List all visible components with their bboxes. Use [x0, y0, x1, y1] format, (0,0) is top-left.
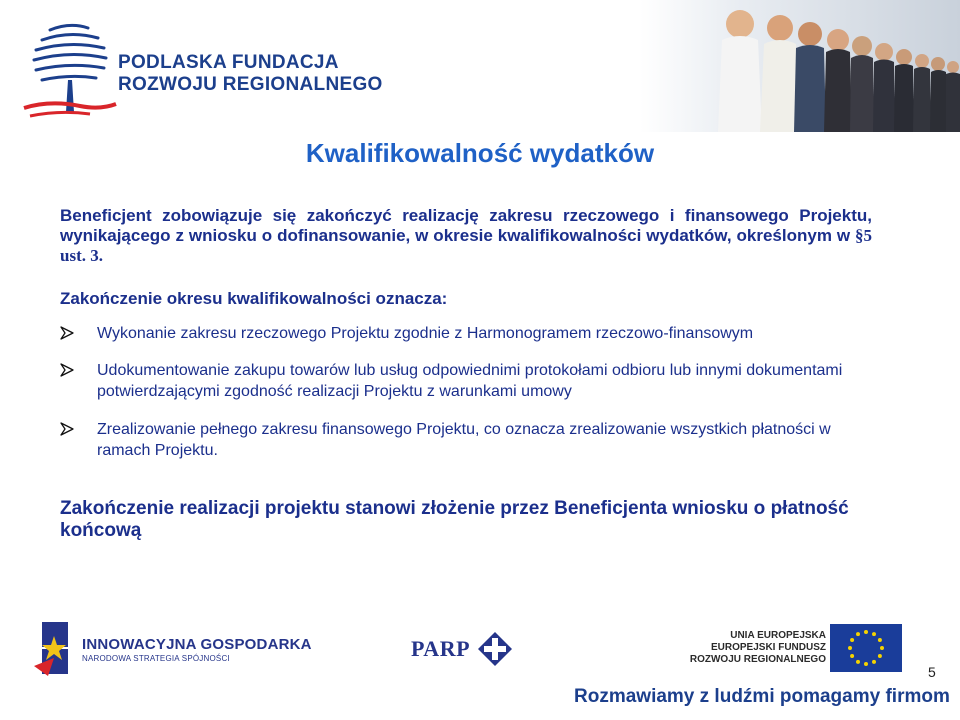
slide-title: Kwalifikowalność wydatków	[305, 138, 655, 168]
bullet-item	[60, 419, 880, 461]
conclusion: Zakończenie realizacji projektu stanowi złożenie przez Beneficjenta wniosku o płatność końcową	[60, 498, 849, 541]
bullet-text: Wykonanie zakresu rzeczowego Projektu zgodnie z Harmonogramem rzeczowo-finansowym	[97, 325, 754, 342]
eu-line3: ROZWOJU REGIONALNEGO	[689, 654, 826, 665]
arrow-bullet-icon	[60, 326, 74, 340]
org-name-line1: PODLASKA FUNDACJA	[118, 52, 339, 73]
parp-logo-text: PARP	[411, 636, 471, 661]
subheading: Zakończenie okresu kwalifikowalności oznacza:	[60, 289, 448, 308]
innovation-star-icon	[34, 618, 76, 678]
eu-line2: EUROPEJSKI FUNDUSZ	[710, 642, 826, 653]
page-number: 5	[928, 664, 936, 680]
bullet-item	[60, 323, 880, 344]
eu-flag-icon	[830, 624, 902, 672]
bullet-text: Zrealizowanie pełnego zakresu finansowego Projektu, co oznacza zrealizowanie wszystkich płatności w ramach Projektu.	[97, 421, 831, 459]
org-name	[118, 52, 383, 96]
innovation-subtitle: NARODOWA STRATEGIA SPÓJNOŚCI	[82, 654, 230, 663]
business-people-photo	[640, 0, 960, 132]
eu-logo-text	[684, 630, 826, 666]
bullet-item	[60, 360, 880, 402]
intro-paragraph	[60, 206, 872, 266]
parp-icon	[476, 630, 514, 668]
org-name-line2: ROZWOJU REGIONALNEGO	[118, 74, 383, 95]
innovation-logo-text	[82, 636, 312, 663]
intro-reference: §5 ust. 3.	[60, 226, 872, 265]
slogan: Rozmawiamy z ludźmi pomagamy firmom	[574, 686, 950, 707]
arrow-bullet-icon	[60, 363, 74, 377]
arrow-bullet-icon	[60, 422, 74, 436]
eu-line1: UNIA EUROPEJSKA	[730, 630, 826, 641]
innovation-title: INNOWACYJNA GOSPODARKA	[82, 636, 312, 653]
bullet-text: Udokumentowanie zakupu towarów lub usług odpowiednimi protokołami odbioru lub innymi dokumentami potwierdzającymi zgodność realizacji Projektu z warunkami umowy	[97, 362, 843, 400]
tree-logo-icon	[20, 16, 120, 126]
intro-text: Beneficjent zobowiązuje się zakończyć realizację zakresu rzeczowego i finansowego Projektu, wynikającego z wniosku o dofinansowanie, w okresie kwalifikowalności wydatków, określonym w	[60, 206, 872, 245]
